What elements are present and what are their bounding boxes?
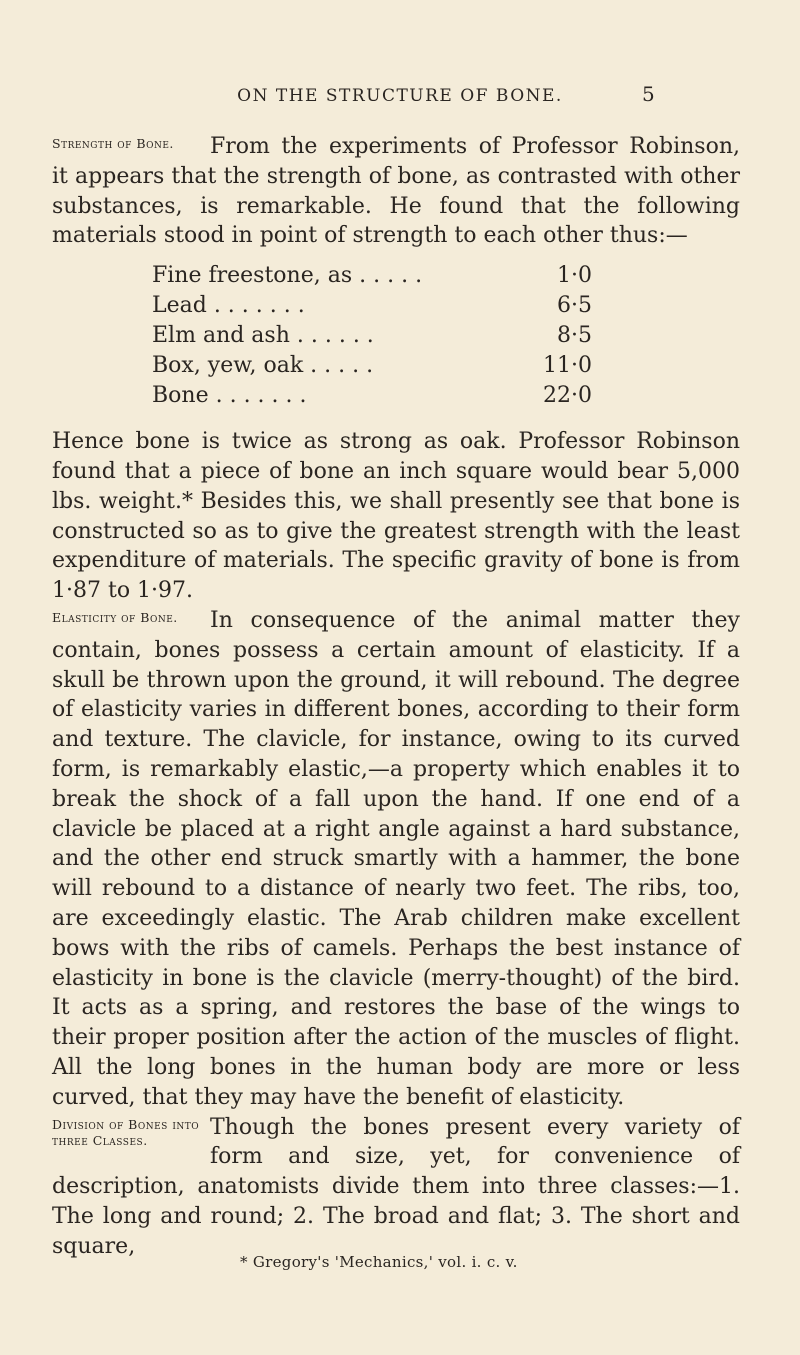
table-row [152,351,592,381]
strength-value: 1·0 [557,263,592,289]
section-elasticity [52,606,740,1113]
page-header [0,84,800,114]
sidenote-strength: Strength of Bone. [52,136,174,151]
material-label: Elm and ash . . . . . . [152,323,374,349]
table-row [152,321,592,351]
paragraph-elasticity: In consequence of the animal matter they contain, bones possess a certain amount of elasticity. If a skull be thrown upon the ground, it will rebound. The degree of elasticity varies in different bones, according to their form and texture. The clavicle, for instance, owing to its curved form, is remarkably elastic,—a property which enables it to break the shock of a fall upon the hand. If one end of a clavicle be placed at a right angle against a hard substance, and the other end struck smartly with a hammer, the bone will rebound to a distance of nearly two feet. The ribs, too, are exceedingly elastic. The Arab children make excellent bows with the ribs of camels. Perhaps the best instance of elasticity in bone is the clavicle (merry-thought) of the bird. It acts as a spring, and restores the base of the wings to their proper position after the action of the muscles of flight. All the long bones in the human body are more or less curved, that they may have the benefit of elasticity. [52,607,740,1110]
running-head: ON THE STRUCTURE OF BONE. [237,86,563,106]
strength-value: 11·0 [543,353,592,379]
material-label: Box, yew, oak . . . . . [152,353,374,379]
material-label: Lead . . . . . . . [152,293,305,319]
table-row [152,291,592,321]
strength-table [152,261,592,411]
footnote: * Gregory's 'Mechanics,' vol. i. c. v. [240,1253,518,1271]
material-label: Bone . . . . . . . [152,383,307,409]
section-strength [52,132,740,606]
strength-value: 6·5 [557,293,592,319]
material-label: Fine freestone, as . . . . . [152,263,423,289]
page-number: 5 [642,82,655,106]
paragraph-strength-conclusion: Hence bone is twice as strong as oak. Professor Robinson found that a piece of bone an inch square would bear 5,000 lbs. weight.* Besides this, we shall presently see that bone is constructed so as to give the greatest strength with the least expenditure of materials. The specific gravity of bone is from 1·87 to 1·97. [52,429,740,604]
paragraph-strength-intro: From the experiments of Professor Robinson, it appears that the strength of bone, as contrasted with other substances, is remarkable. He found that the following materials stood in point of strength to each other thus:— [52,134,740,249]
sidenote-elasticity: Elasticity of Bone. [52,609,178,625]
paragraph-division: Though the bones present every variety of form and size, yet, for convenience of description, anatomists divide them into three classes:—1. The long and round; 2. The broad and flat; 3. The short and square, [52,1114,740,1259]
sidenote-division: Division of Bones into three Classes. [52,1116,200,1148]
strength-value: 8·5 [557,323,592,349]
section-division [52,1113,740,1262]
table-row [152,381,592,411]
body-text [52,132,740,1262]
table-row [152,261,592,291]
strength-value: 22·0 [543,383,592,409]
